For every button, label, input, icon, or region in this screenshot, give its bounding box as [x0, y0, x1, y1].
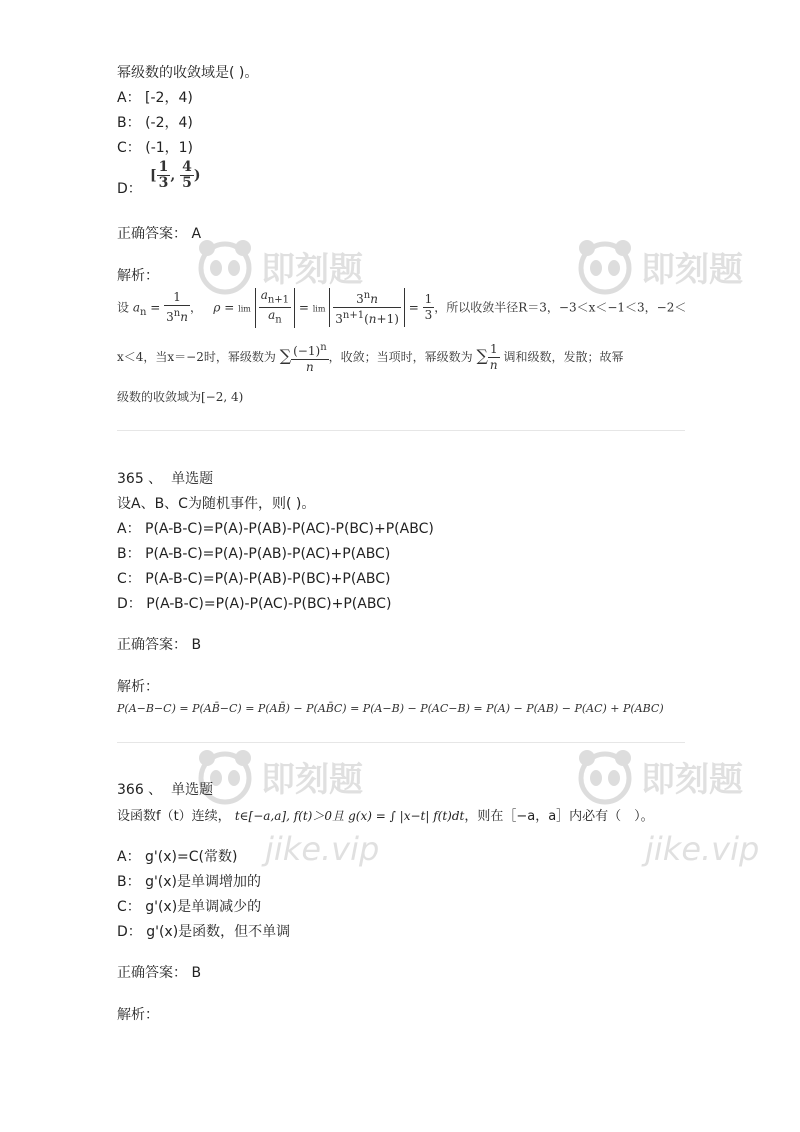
question-divider — [117, 430, 685, 431]
watermark-url: jike.vip — [265, 830, 380, 868]
option-label: D： — [117, 181, 142, 197]
option-d — [117, 593, 391, 613]
answer-row — [117, 634, 201, 654]
watermark-brand: 即刻题 — [641, 250, 743, 290]
question-type: 单选题 — [171, 782, 214, 798]
answer-value: A — [191, 226, 202, 242]
question-stem: 设A、B、C为随机事件，则( )。 — [117, 496, 316, 512]
analysis-label: 解析： — [117, 1007, 159, 1023]
option-b — [117, 871, 261, 891]
option-b — [117, 543, 390, 563]
option-label: B： — [117, 874, 141, 890]
option-text: P(A-B-C)=P(A)-P(AB)-P(AC)-P(BC)+P(ABC) — [145, 521, 434, 537]
watermark-brand: 即刻题 — [261, 250, 363, 290]
option-text: g'(x)是单调增加的 — [145, 874, 262, 890]
question-number: 365 、 — [117, 471, 163, 487]
panda-logo-icon — [195, 236, 255, 296]
option-label: C： — [117, 140, 141, 156]
option-text: P(A-B-C)=P(A)-P(AC)-P(BC)+P(ABC) — [146, 596, 392, 612]
option-text: [-2，4) — [145, 90, 193, 106]
option-label: C： — [117, 899, 141, 915]
panda-logo-icon — [575, 236, 635, 296]
answer-value: B — [191, 965, 202, 981]
option-a — [117, 846, 237, 866]
option-d — [117, 178, 142, 198]
option-text: (-2，4) — [145, 115, 193, 131]
option-label: A： — [117, 849, 141, 865]
option-label: A： — [117, 521, 141, 537]
watermark-brand: 即刻题 — [641, 760, 743, 800]
option-text: (-1，1) — [145, 140, 194, 156]
option-text: g'(x)=C(常数) — [145, 849, 238, 865]
option-c — [117, 137, 193, 157]
option-c — [117, 568, 391, 588]
answer-label: 正确答案： — [117, 226, 187, 242]
option-text: P(A-B-C)=P(A)-P(AB)-P(BC)+P(ABC) — [145, 571, 391, 587]
option-d — [117, 921, 290, 941]
analysis-formula: P(A−B−C) = P(AB̄−C) = P(AB̄) − P(AB̄C) = P(A−B) − P(AC−B) = P(A) − P(AB) − P(AC) + P(ABC) — [117, 702, 664, 715]
watermark-brand: 即刻题 — [261, 760, 363, 800]
answer-label: 正确答案： — [117, 637, 187, 653]
option-label: C： — [117, 571, 141, 587]
question-type: 单选题 — [171, 471, 214, 487]
analysis-line-2: x＜4，当x＝−2时，幂级数为 ∑ $\frac{(-1)^n}{n}$ ，收敛；当项时，幂级数为 ∑ $\frac{1}{n}$ 调和级数，发散；故幂 — [117, 342, 624, 374]
answer-value: B — [191, 637, 202, 653]
question-divider — [117, 742, 685, 743]
option-label: B： — [117, 115, 141, 131]
answer-label: 正确答案： — [117, 965, 187, 981]
question-stem: 幂级数的收敛域是( )。 — [117, 65, 259, 81]
panda-logo-icon — [575, 746, 635, 806]
option-label: B： — [117, 546, 141, 562]
option-a — [117, 518, 434, 538]
option-text: g'(x)是函数，但不单调 — [146, 924, 291, 940]
question-header — [117, 468, 213, 488]
option-a — [117, 87, 193, 107]
analysis-line-1: 设 $a_n$ = $\frac{1}{3^nn}$ ， ρ = lim $\frac{a_{n+1}}{a_n}$ = lim $\frac{3^nn}{3^{n+1}(n+1)}$ = $\frac{1}{3}$ ，所以收敛半径R＝3，−3＜x＜−1＜3，−2＜ — [117, 288, 687, 327]
question-stem: 设函数f（t）连续， t∈[−a,a], f(t)＞0且 g(x) = ∫ |x−t| f(t)dt，则在［−a，a］内必有（ ）。 — [117, 809, 654, 824]
question-number: 366 、 — [117, 782, 163, 798]
option-label: D： — [117, 924, 142, 940]
option-d-formula: [ $\frac{1}{3}$ , $\frac{4}{5}$ ) — [150, 159, 201, 191]
option-text: g'(x)是单调减少的 — [145, 899, 262, 915]
answer-row — [117, 223, 201, 243]
analysis-line-3: 级数的收敛域为[−2, 4) — [117, 390, 244, 404]
option-text: P(A-B-C)=P(A)-P(AB)-P(AC)+P(ABC) — [145, 546, 391, 562]
question-header — [117, 779, 213, 799]
option-c — [117, 896, 261, 916]
watermark-url: jike.vip — [645, 830, 760, 868]
option-b — [117, 112, 193, 132]
analysis-label: 解析： — [117, 268, 159, 284]
option-label: D： — [117, 596, 142, 612]
option-label: A： — [117, 90, 141, 106]
analysis-label: 解析： — [117, 679, 159, 695]
answer-row — [117, 962, 201, 982]
